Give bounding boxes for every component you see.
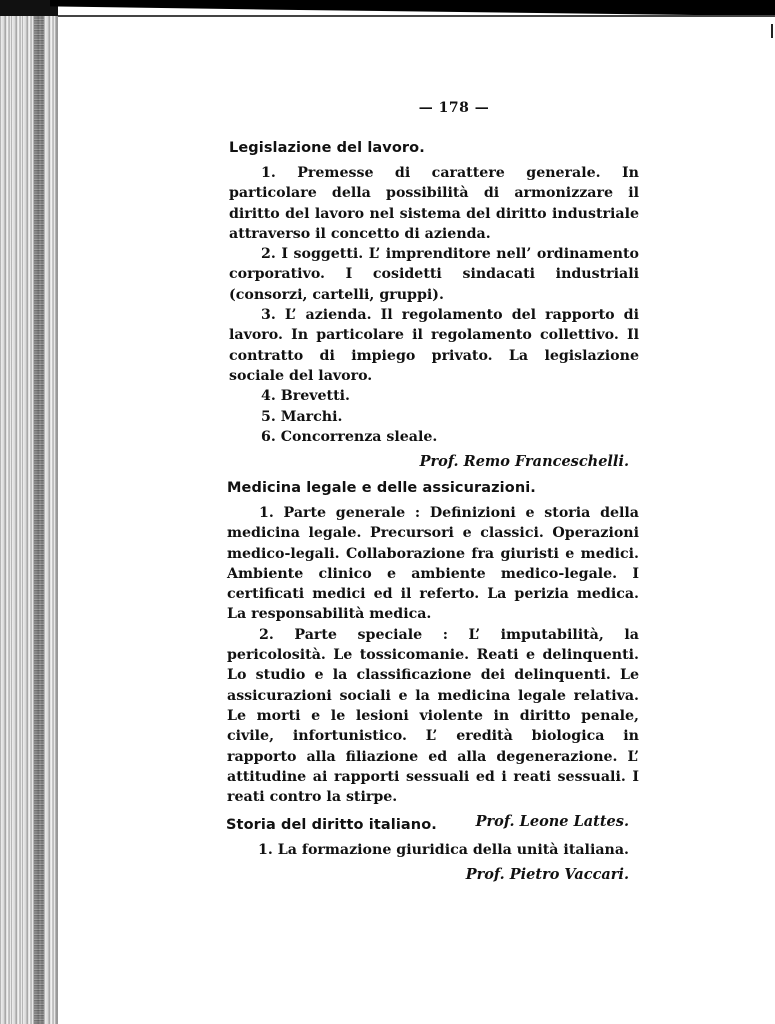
scan-edge-mark: [771, 24, 773, 38]
book-spine-shadow: [34, 0, 44, 1024]
list-item: 4. Brevetti.: [261, 388, 350, 405]
paragraph: 2. Parte speciale : L’ imputabilità, la pericolosità. Le tossicomanie. Reati e delinquenti. Lo studio e la classificazione dei delinquenti. Le assicurazioni sociali e la medicina legale relativa. Le morti e le lesioni violente in diritto penale, civile, infortunistico. L’ eredità biologica in rapporto alla filiazione ed alla degenerazione. L’ attitudine ai rapporti sessuali ed i reati sessuali. I reati contro la stirpe.: [227, 626, 639, 806]
paragraph: 2. I soggetti. L’ imprenditore nell’ ordinamento corporativo. I cosidetti sindacati industriali (consorzi, cartelli, gruppi).: [229, 246, 639, 303]
list-item: 5. Marchi.: [261, 408, 343, 425]
page-edge-line: [56, 0, 58, 1024]
paragraph: 1. Parte generale : Definizioni e storia della medicina legale. Precursori e classici. Operazioni medico-legali. Collaborazione fra giuristi e medici. Ambiente clinico e ambiente medico-legale. I certificati medici ed il referto. La perizia medica. La responsabilità medica.: [227, 505, 639, 623]
list-item: 6. Concorrenza sleale.: [261, 428, 438, 445]
paragraph: 3. L’ azienda. Il regolamento del rapporto di lavoro. In particolare il regolamento collettivo. Il contratto di impiego privato. La legislazione sociale del lavoro.: [229, 307, 639, 384]
section-legislazione-del-lavoro: [229, 140, 639, 470]
section-title: Storia del diritto italiano.: [226, 817, 437, 833]
book-spine-gutter: [0, 0, 58, 1024]
section-title: Legislazione del lavoro.: [229, 140, 425, 156]
page-number: — 178 —: [418, 100, 490, 116]
scan-corner-dark: [0, 0, 58, 16]
professor-signature: Prof. Pietro Vaccari.: [465, 866, 629, 884]
section-medicina-legale: [227, 480, 639, 830]
top-rule-line: [58, 15, 775, 17]
professor-signature: Prof. Leone Lattes.: [475, 813, 629, 831]
professor-signature: Prof. Remo Franceschelli.: [419, 453, 629, 471]
document-page: [226, 100, 639, 884]
scan-top-border: [50, 0, 775, 16]
paragraph: 1. Premesse di carattere generale. In particolare della possibilità di armonizzare il diritto del lavoro nel sistema del diritto industriale attraverso il concetto di azienda.: [229, 165, 639, 242]
section-storia-del-diritto: [226, 817, 639, 883]
section-title: Medicina legale e delle assicurazioni.: [227, 480, 536, 496]
paragraph: 1. La formazione giuridica della unità italiana.: [258, 842, 629, 858]
